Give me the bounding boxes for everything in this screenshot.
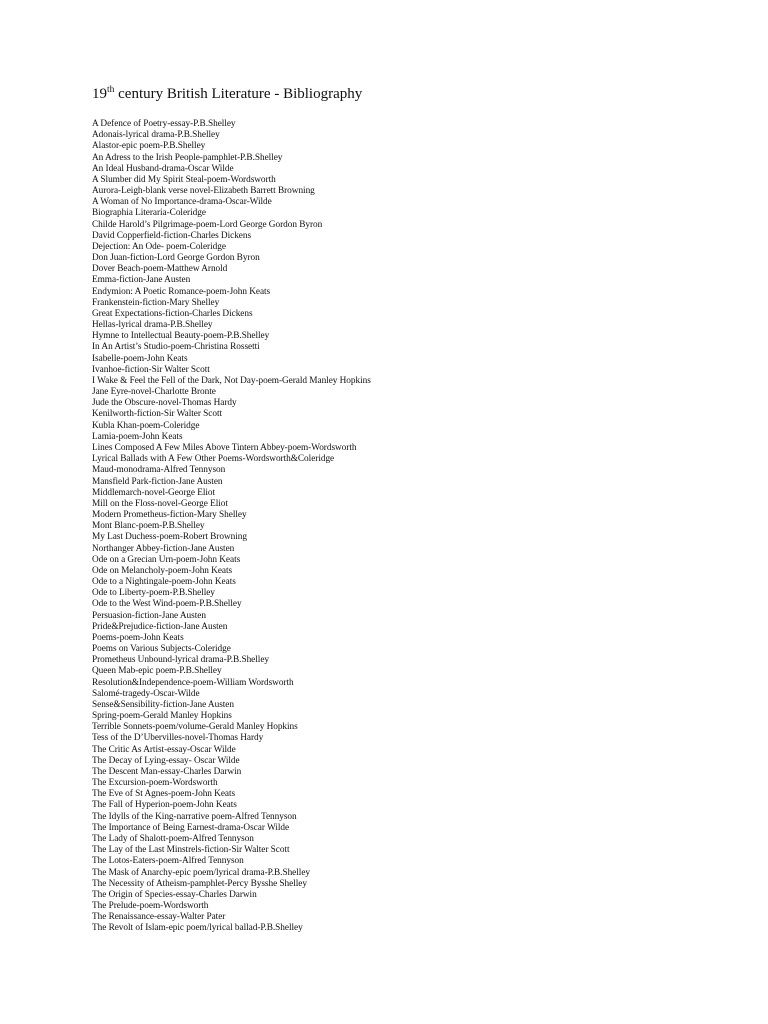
bibliography-entry: Mont Blanc-poem-P.B.Shelley (92, 521, 205, 532)
bibliography-entry: The Fall of Hyperion-poem-John Keats (92, 800, 237, 811)
bibliography-entry: Sense&Sensibility-fiction-Jane Austen (92, 699, 234, 710)
bibliography-entry: The Mask of Anarchy-epic poem/lyrical drama-P.B.Shelley (92, 867, 310, 878)
bibliography-entry: My Last Duchess-poem-Robert Browning (92, 532, 247, 543)
bibliography-entry: Spring-poem-Gerald Manley Hopkins (92, 711, 232, 722)
bibliography-entry: The Lay of the Last Minstrels-fiction-Sir Walter Scott (92, 845, 290, 856)
bibliography-entry: Mill on the Floss-novel-George Eliot (92, 498, 228, 509)
bibliography-entry: Modern Prometheus-fiction-Mary Shelley (92, 510, 247, 521)
bibliography-entry: The Importance of Being Earnest-drama-Oscar Wilde (92, 822, 290, 833)
bibliography-entry: Kubla Khan-poem-Coleridge (92, 420, 200, 431)
bibliography-entry: A Slumber did My Spirit Steal-poem-Wordsworth (92, 174, 276, 185)
bibliography-entry: Northanger Abbey-fiction-Jane Austen (92, 543, 235, 554)
bibliography-entry: Terrible Sonnets-poem/volume-Gerald Manley Hopkins (92, 722, 298, 733)
bibliography-entry: Ivanhoe-fiction-Sir Walter Scott (92, 364, 210, 375)
bibliography-entry: Adonais-lyrical drama-P.B.Shelley (92, 130, 220, 141)
bibliography-entry: The Decay of Lying-essay- Oscar Wilde (92, 755, 240, 766)
bibliography-entry: Isabelle-poem-John Keats (92, 353, 188, 364)
bibliography-entry: Childe Harold’s Pilgrimage-poem-Lord George Gordon Byron (92, 219, 323, 230)
bibliography-entry: Endymion: A Poetic Romance-poem-John Keats (92, 286, 271, 297)
bibliography-entry: Hellas-lyrical drama-P.B.Shelley (92, 320, 213, 331)
bibliography-entry: In An Artist’s Studio-poem-Christina Rossetti (92, 342, 260, 353)
bibliography-entry: A Woman of No Importance-drama-Oscar-Wilde (92, 197, 272, 208)
bibliography-entry: Pride&Prejudice-fiction-Jane Austen (92, 621, 228, 632)
bibliography-entry: An Adress to the Irish People-pamphlet-P.B.Shelley (92, 152, 283, 163)
bibliography-entry: The Excursion-poem-Wordsworth (92, 778, 218, 789)
bibliography-entry: Ode to Liberty-poem-P.B.Shelley (92, 588, 215, 599)
bibliography-entry: The Idylls of the King-narrative poem-Alfred Tennyson (92, 811, 297, 822)
bibliography-entry: The Lotos-Eaters-poem-Alfred Tennyson (92, 856, 244, 867)
bibliography-entry: Prometheus Unbound-lyrical drama-P.B.Shelley (92, 655, 269, 666)
bibliography-entry: Maud-monodrama-Alfred Tennyson (92, 465, 226, 476)
bibliography-entry: Resolution&Independence-poem-William Wordsworth (92, 677, 294, 688)
bibliography-entry: Jude the Obscure-novel-Thomas Hardy (92, 398, 237, 409)
bibliography-entry: An Ideal Husband-drama-Oscar Wilde (92, 163, 234, 174)
bibliography-entry: Ode to a Nightingale-poem-John Keats (92, 577, 236, 588)
bibliography-entry: Ode on Melancholy-poem-John Keats (92, 565, 233, 576)
bibliography-entry: Ode on a Grecian Urn-poem-John Keats (92, 554, 241, 565)
bibliography-entry: The Lady of Shalott-poem-Alfred Tennyson (92, 834, 254, 844)
bibliography-entry: Salomé-tragedy-Oscar-Wilde (92, 688, 200, 699)
bibliography-entry: Lines Composed A Few Miles Above Tintern Abbey-poem-Wordsworth (92, 442, 357, 453)
bibliography-entry: Poems-poem-John Keats (92, 632, 184, 643)
bibliography-entry: Persuasion-fiction-Jane Austen (92, 610, 206, 621)
bibliography-entry: Ode to the West Wind-poem-P.B.Shelley (92, 599, 242, 610)
bibliography-entry: Kenilworth-fiction-Sir Walter Scott (92, 409, 223, 420)
title-ordinal-suffix: th (107, 85, 115, 95)
page-title (92, 84, 362, 104)
bibliography-entry: The Revolt of Islam-epic poem/lyrical ballad-P.B.Shelley (92, 923, 303, 934)
bibliography-entry: Don Juan-fiction-Lord George Gordon Byron (92, 253, 260, 264)
bibliography-entry: Tess of the D’Ubervilles-novel-Thomas Hardy (92, 733, 264, 744)
bibliography-entry: I Wake & Feel the Fell of the Dark, Not Day-poem-Gerald Manley Hopkins (92, 375, 371, 386)
bibliography-entry: David Copperfield-fiction-Charles Dickens (92, 230, 252, 241)
bibliography-entry: Hymne to Intellectual Beauty-poem-P.B.Shelley (92, 331, 270, 342)
bibliography-entry: Aurora-Leigh-blank verse novel-Elizabeth Barrett Browning (92, 186, 315, 197)
bibliography-entry: Emma-fiction-Jane Austen (92, 275, 191, 286)
bibliography-entry: Queen Mab-epic poem-P.B.Shelley (92, 666, 222, 677)
bibliography-entry: The Descent Man-essay-Charles Darwin (92, 766, 242, 777)
bibliography-entry: A Defence of Poetry-essay-P.B.Shelley (92, 119, 236, 129)
bibliography-entry: Lamia-poem-John Keats (92, 431, 183, 442)
title-text: century British Literature - Bibliography (114, 86, 363, 102)
bibliography-entry: Poems on Various Subjects-Coleridge (92, 644, 231, 655)
bibliography-entry: Middlemarch-novel-George Eliot (92, 487, 216, 498)
bibliography-entry: Alastor-epic poem-P.B.Shelley (92, 141, 206, 152)
bibliography-entry: Dover Beach-poem-Matthew Arnold (92, 264, 228, 275)
bibliography-entry: The Renaissance-essay-Walter Pater (92, 912, 226, 923)
bibliography-entry: Mansfield Park-fiction-Jane Austen (92, 476, 223, 487)
bibliography-entry: Dejection: An Ode- poem-Coleridge (92, 241, 226, 252)
bibliography-entry: The Prelude-poem-Wordsworth (92, 901, 209, 912)
bibliography-entry: Great Expectations-fiction-Charles Dickens (92, 308, 253, 319)
bibliography-entry: The Eve of St Agnes-poem-John Keats (92, 789, 236, 800)
bibliography-entry: Biographia Literaria-Coleridge (92, 208, 206, 219)
bibliography-entry: The Origin of Species-essay-Charles Darwin (92, 889, 257, 900)
bibliography-list (92, 119, 371, 935)
bibliography-entry: Frankenstein-fiction-Mary Shelley (92, 297, 220, 308)
bibliography-entry: The Critic As Artist-essay-Oscar Wilde (92, 744, 236, 755)
bibliography-entry: Lyrical Ballads with A Few Other Poems-Wordsworth&Coleridge (92, 454, 335, 465)
bibliography-entry: Jane Eyre-novel-Charlotte Bronte (92, 387, 216, 398)
title-ordinal-number: 19 (92, 86, 107, 102)
bibliography-entry: The Necessity of Atheism-pamphlet-Percy Bysshe Shelley (92, 878, 307, 889)
